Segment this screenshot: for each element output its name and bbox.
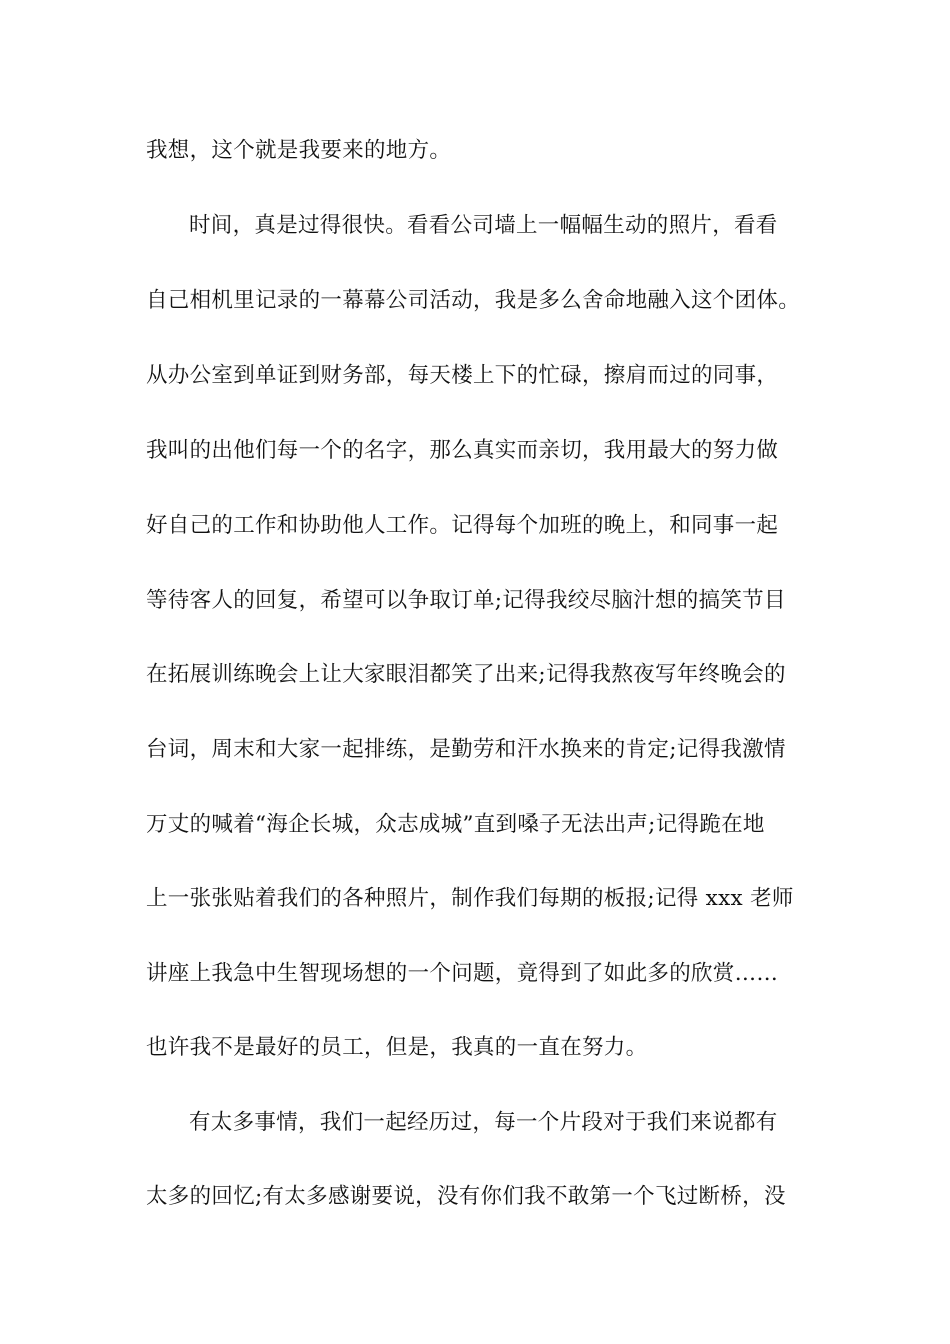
paragraph-start-line: 时间，真是过得很快。看看公司墙上一幅幅生动的照片，看看 bbox=[189, 213, 778, 238]
paragraph-start-line: 有太多事情，我们一起经历过，每一个片段对于我们来说都有 bbox=[189, 1110, 778, 1135]
text-line: 从办公室到单证到财务部，每天楼上下的忙碌，擦肩而过的同事， bbox=[146, 363, 779, 388]
text-line: 讲座上我急中生智现场想的一个问题，竟得到了如此多的欣赏…… bbox=[146, 961, 779, 986]
text-line: 我叫的出他们每一个的名字，那么真实而亲切，我用最大的努力做 bbox=[146, 438, 779, 463]
text-line: 上一张张贴着我们的各种照片，制作我们每期的板报;记得 xxx 老师 bbox=[146, 886, 794, 911]
text-line: 台词，周末和大家一起排练，是勤劳和汗水换来的肯定;记得我激情 bbox=[146, 737, 786, 762]
text-line: 在拓展训练晚会上让大家眼泪都笑了出来;记得我熬夜写年终晚会的 bbox=[146, 662, 786, 687]
text-line: 我想，这个就是我要来的地方。 bbox=[146, 138, 452, 163]
text-line: 好自己的工作和协助他人工作。记得每个加班的晚上，和同事一起 bbox=[146, 513, 779, 538]
text-line: 等待客人的回复，希望可以争取订单;记得我绞尽脑汁想的搞笑节目 bbox=[146, 588, 786, 613]
text-line: 万丈的喊着“海企长城，众志成城”直到嗓子无法出声;记得跪在地 bbox=[146, 812, 765, 837]
text-line: 也许我不是最好的员工，但是，我真的一直在努力。 bbox=[146, 1035, 648, 1060]
text-line: 太多的回忆;有太多感谢要说，没有你们我不敢第一个飞过断桥，没 bbox=[146, 1184, 786, 1209]
text-line: 自己相机里记录的一幕幕公司活动，我是多么舍命地融入这个团体。 bbox=[146, 288, 801, 313]
